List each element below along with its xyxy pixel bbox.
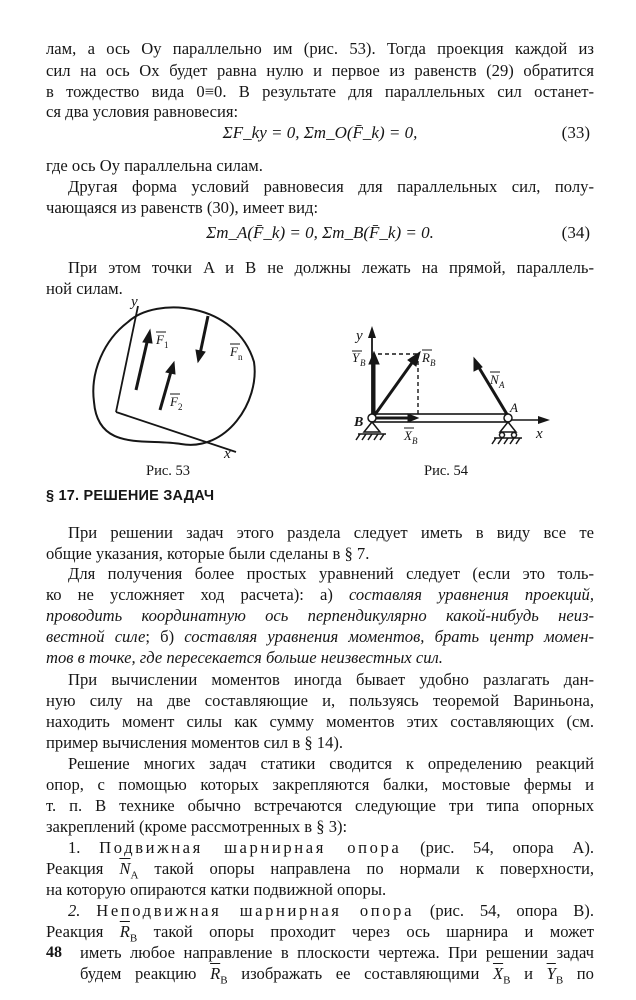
label-xb: X bbox=[404, 428, 412, 443]
text-line bbox=[46, 626, 594, 647]
text-run: будем реакцию bbox=[80, 964, 197, 983]
text-line: иметь любое направление в плоскости чертежа. При решении задач bbox=[80, 943, 594, 962]
text-run: Реакция bbox=[46, 859, 104, 878]
equation-33-number: (33) bbox=[561, 123, 590, 142]
text-run: изображать ее составляющими bbox=[241, 964, 480, 983]
text-line bbox=[46, 647, 594, 668]
math-letter: $\overline{N}$ bbox=[119, 859, 131, 878]
text-line: сил на ось Ox будет равна нулю и первое из равенств (29) обратится bbox=[46, 61, 594, 80]
text-line: ной силам. bbox=[46, 279, 123, 298]
label-y: y bbox=[356, 328, 363, 344]
text-run: и bbox=[524, 964, 533, 983]
text-run: ; б) bbox=[145, 627, 185, 646]
math-letter: $\overline{X}$ bbox=[492, 964, 504, 983]
text-line: лам, а ось Oy параллельно им (рис. 53). Тогда проекция каждой из bbox=[46, 39, 594, 58]
text-line: Другая форма условий равновесия для параллельных сил, полу- bbox=[68, 177, 594, 196]
equation-33 bbox=[46, 121, 594, 145]
text-line: т. п. В технике обычно встречаются следующие три типа опорных bbox=[46, 796, 594, 815]
math-letter: $\overline{R}$ bbox=[119, 922, 130, 941]
label-x: x bbox=[536, 426, 543, 442]
x-axis bbox=[116, 412, 236, 452]
math-subscript: B bbox=[555, 974, 564, 987]
text-run: (рис. 54, опора A). bbox=[420, 838, 594, 857]
text-line: опор, с помощью которых закрепляются балки, мостовые фермы и bbox=[46, 775, 594, 794]
label-f1-sub: 1 bbox=[164, 340, 169, 350]
label-rb: R bbox=[422, 350, 430, 365]
text-line: ную силу на две составляющие и, пользуясь теоремой Вариньона, bbox=[46, 691, 594, 710]
label-fn-sub: n bbox=[238, 352, 243, 362]
x-axis-arrowhead bbox=[538, 416, 550, 424]
figure-54-caption: Рис. 54 bbox=[424, 463, 469, 479]
force-f1-arrow bbox=[136, 330, 152, 390]
math-symbol bbox=[119, 922, 138, 945]
text-line: закреплений (кроме рассмотренных в § 3): bbox=[46, 817, 348, 836]
equation-34 bbox=[46, 221, 594, 245]
math-subscript: B bbox=[220, 974, 228, 987]
reaction-rb-arrow bbox=[374, 352, 420, 416]
page-number: 48 bbox=[46, 944, 62, 961]
text-line: Решение многих задач статики сводится к определению реакций bbox=[68, 754, 594, 773]
text-line bbox=[46, 605, 594, 626]
label-f1: F bbox=[156, 332, 164, 347]
math-letter: $\overline{Y}$ bbox=[546, 964, 556, 983]
math-symbol bbox=[492, 964, 511, 987]
figure-53-caption: Рис. 53 bbox=[146, 463, 191, 479]
text-run: такой опоры направлена по нормали к поверхности, bbox=[154, 859, 594, 878]
label-na: N bbox=[490, 372, 499, 387]
text-line: пример вычисления моментов сил в § 14). bbox=[46, 733, 344, 752]
label-y: y bbox=[131, 294, 138, 310]
label-yb-sub: B bbox=[360, 358, 366, 368]
text-line: общие указания, которые были сделаны в § 7. bbox=[46, 544, 370, 563]
text-run: по bbox=[576, 964, 594, 983]
text-line: чающаяся из равенств (30), имеет вид: bbox=[46, 198, 319, 217]
text-run: 2. bbox=[68, 901, 81, 920]
text-line: Для получения более простых уравнений следует (если это толь- bbox=[68, 564, 594, 583]
label-a: A bbox=[510, 400, 518, 415]
equation-34-number: (34) bbox=[561, 223, 590, 242]
text-run-spaced: Неподвижная шарнирная опора bbox=[96, 901, 415, 920]
figure-54 bbox=[350, 320, 560, 456]
math-subscript: B bbox=[503, 974, 511, 987]
text-line bbox=[46, 584, 594, 605]
math-symbol bbox=[210, 964, 228, 987]
text-line: ся два условия равновесия: bbox=[46, 102, 239, 121]
label-x: x bbox=[224, 446, 231, 462]
equation-33-formula: ΣF_ky = 0, Σm_O(F̄_k) = 0, bbox=[222, 123, 418, 142]
text-run-italic: составляя уравнения проекций, bbox=[348, 585, 594, 604]
text-line: При этом точки A и B не должны лежать на прямой, параллель- bbox=[68, 258, 594, 277]
math-symbol bbox=[546, 964, 564, 987]
section-heading: § 17. РЕШЕНИЕ ЗАДАЧ bbox=[46, 488, 215, 504]
text-line bbox=[80, 963, 594, 991]
text-run: такой опоры проходит через ось шарнира и может bbox=[153, 922, 594, 941]
text-run: 1. bbox=[68, 838, 81, 857]
text-run-italic: проводить координатную ось перпендикулярно какой-нибудь неиз- bbox=[46, 606, 594, 625]
reaction-yb-arrow bbox=[369, 352, 379, 416]
text-line: где ось Oy параллельна силам. bbox=[46, 156, 263, 175]
text-line: на которую опираются катки подвижной опоры. bbox=[46, 880, 387, 899]
math-symbol bbox=[119, 859, 139, 882]
label-yb: Y bbox=[352, 350, 360, 365]
body-outline bbox=[93, 307, 254, 444]
text-line bbox=[68, 837, 594, 858]
text-run-spaced: Подвижная шарнирная опора bbox=[99, 838, 402, 857]
text-line: При решении задач этого раздела следует иметь в виду все те bbox=[68, 523, 594, 542]
text-line: находить момент силы как сумму моментов этих составляющих (см. bbox=[46, 712, 594, 731]
text-run-italic: вестной силе bbox=[46, 627, 146, 646]
label-fn: F bbox=[230, 344, 238, 359]
math-subscript: B bbox=[129, 932, 138, 945]
text-run: (рис. 54, опора B). bbox=[429, 901, 594, 920]
math-letter: $\overline{R}$ bbox=[210, 964, 221, 983]
text-run-italic: тов в точке, где пересекается больше неизвестных сил. bbox=[46, 648, 443, 667]
text-run: ко не усложняет ход расчета): а) bbox=[46, 585, 349, 604]
y-axis-arrowhead bbox=[368, 326, 376, 338]
text-run-italic: составляя уравнения моментов, брать центр момен- bbox=[184, 627, 594, 646]
label-b: B bbox=[354, 415, 364, 430]
label-xb-sub: B bbox=[412, 436, 418, 446]
label-rb-sub: B bbox=[430, 358, 436, 368]
text-run: Реакция bbox=[46, 922, 104, 941]
text-line: в тождество вида 0≡0. В результате для параллельных сил останет- bbox=[46, 82, 594, 101]
label-na-sub: A bbox=[499, 380, 505, 390]
text-line: При вычислении моментов иногда бывает удобно разлагать дан- bbox=[68, 670, 594, 689]
label-f2-sub: 2 bbox=[178, 402, 183, 412]
math-subscript: A bbox=[130, 869, 139, 882]
force-fn-arrow bbox=[196, 316, 208, 362]
label-f2: F bbox=[170, 394, 178, 409]
text-line bbox=[68, 900, 594, 921]
figure-53 bbox=[86, 292, 256, 464]
equation-34-formula: Σm_A(F̄_k) = 0, Σm_B(F̄_k) = 0. bbox=[206, 223, 434, 242]
